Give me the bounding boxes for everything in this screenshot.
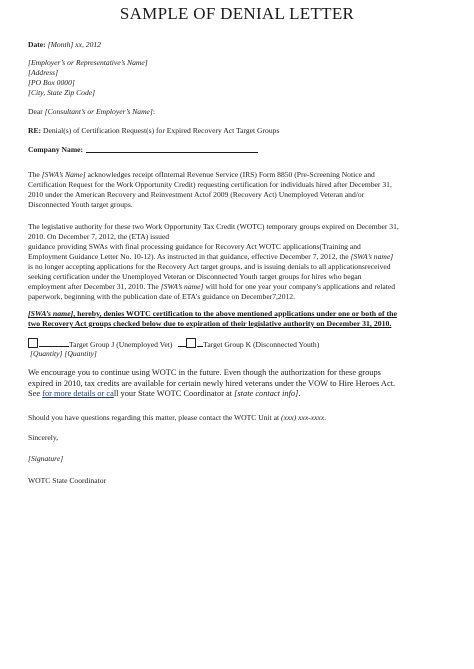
closing: Sincerely, <box>28 433 59 442</box>
para2-line: is no longer accepting applications for the Recovery Act target groups, and is issuing denials to all applicationsreceived <box>28 262 391 271</box>
para1-line: Certification Request for the Work Opportunity Credit) requesting certification for individuals hired after December 31, <box>28 180 392 189</box>
address-line-2: [Address] <box>28 68 59 77</box>
salutation-suffix: : <box>152 107 156 116</box>
group-j-quantity-blank[interactable] <box>39 338 69 347</box>
encourage-line-2: expired in 2010, tax credits are available for certain newly hired veterans under the VOW to Hire Heroes Act. <box>28 378 396 388</box>
date-value: [Month] xx, 2012 <box>45 40 101 49</box>
para1-line: Disconnected Youth target groups. <box>28 200 133 209</box>
group-j-checkbox[interactable] <box>28 338 38 348</box>
group-k-label: Target Group K (Disconnected Youth) <box>203 340 320 349</box>
paragraph-encouragement <box>28 368 450 400</box>
date-label: Date: <box>28 40 46 49</box>
denial-line-1: [SWA’s name], hereby, denies WOTC certification to the above mentioned applications under one or both of the <box>28 309 397 318</box>
re-line <box>28 126 279 136</box>
salutation-name: [Consultant’s or Employer’s Name] <box>44 107 153 116</box>
group-k-checkbox[interactable] <box>186 338 196 348</box>
address-line-1: [Employer’s or Representative’s Name] <box>28 58 148 67</box>
salutation-prefix: Dear <box>28 107 45 116</box>
more-details-link[interactable]: for more details or ca <box>42 389 114 398</box>
paragraph-denial <box>28 309 450 329</box>
date-line <box>28 40 101 50</box>
wotc-unit-phone: (xxx) xxx-xxxx <box>281 413 325 422</box>
quantity-label-k: [Quantity] <box>64 349 97 358</box>
para2-line: The legislative authority for these two Work Opportunity Tax Credit (WOTC) temporary groups expired on December 31, <box>28 222 399 231</box>
company-name-field[interactable] <box>86 152 258 153</box>
address-line-4: [City, State Zip Code] <box>28 88 96 97</box>
encourage-line-3: See for more details or call your State WOTC Coordinator at [state contact info]. <box>28 389 301 398</box>
quantity-label-j: [Quantity] <box>30 349 63 358</box>
para1-line: 2010 under the American Recovery and Reinvestment Actof 2009 (Recovery Act) Unemployed Veteran and/or <box>28 190 365 199</box>
paragraph-acknowledgement <box>28 170 450 210</box>
para2-line: 2010. On December 7, 2012, the (ETA) issued <box>28 232 170 241</box>
state-contact-info: [state contact info] <box>234 389 299 398</box>
para2-line: seeking certification under the Unemployed Veteran or Disconnected Youth target groups for hires who began <box>28 272 362 281</box>
para2-line: paperwork, beginning with the publication date of ETA’s guidance on December7,2012. <box>28 292 295 301</box>
quantity-labels <box>30 349 97 359</box>
encourage-line-1: We encourage you to continue using WOTC in the future. Even though the authorization for these groups <box>28 368 381 377</box>
page-title: SAMPLE OF DENIAL LETTER <box>119 4 355 23</box>
para2-line: guidance providing SWAs with final processing guidance for Recovery Act WOTC applications(Training and <box>28 242 361 251</box>
denial-line-2: two Recovery Act groups checked below due to expiration of their legislative authority on December 31, 2010. <box>28 319 392 328</box>
questions-line: Should you have questions regarding this matter, please contact the WOTC Unit at (xxx) xxx-xxxx. <box>28 413 327 422</box>
company-name-label: Company Name: <box>28 145 84 154</box>
re-text: Denial(s) of Certification Request(s) for Expired Recovery Act Target Groups <box>41 126 280 135</box>
para1-line: The [SWA’s Name] acknowledges receipt ofInternal Revenue Service (IRS) Form 8850 (Pre-Screening Notice and <box>28 170 375 179</box>
address-line-3: [PO Box 0000] <box>28 78 75 87</box>
signature: [Signature] <box>28 454 64 463</box>
group-k-quantity-blank[interactable] <box>178 338 186 347</box>
paragraph-legislative-authority <box>28 222 450 302</box>
re-label: RE: <box>28 126 42 135</box>
salutation <box>28 107 155 117</box>
para2-line: Employment Guidance Letter No. 10-12). As instructed in that guidance, effective December 7, 2012, the [SWA’s name] <box>28 252 394 261</box>
signer-title: WOTC State Coordinator <box>28 476 107 485</box>
group-j-label: Target Group J (Unemployed Vet) <box>69 340 173 349</box>
para2-line: employment after December 31, 2010. The [SWA’s name] will hold for one year your company's applications and related <box>28 282 396 291</box>
